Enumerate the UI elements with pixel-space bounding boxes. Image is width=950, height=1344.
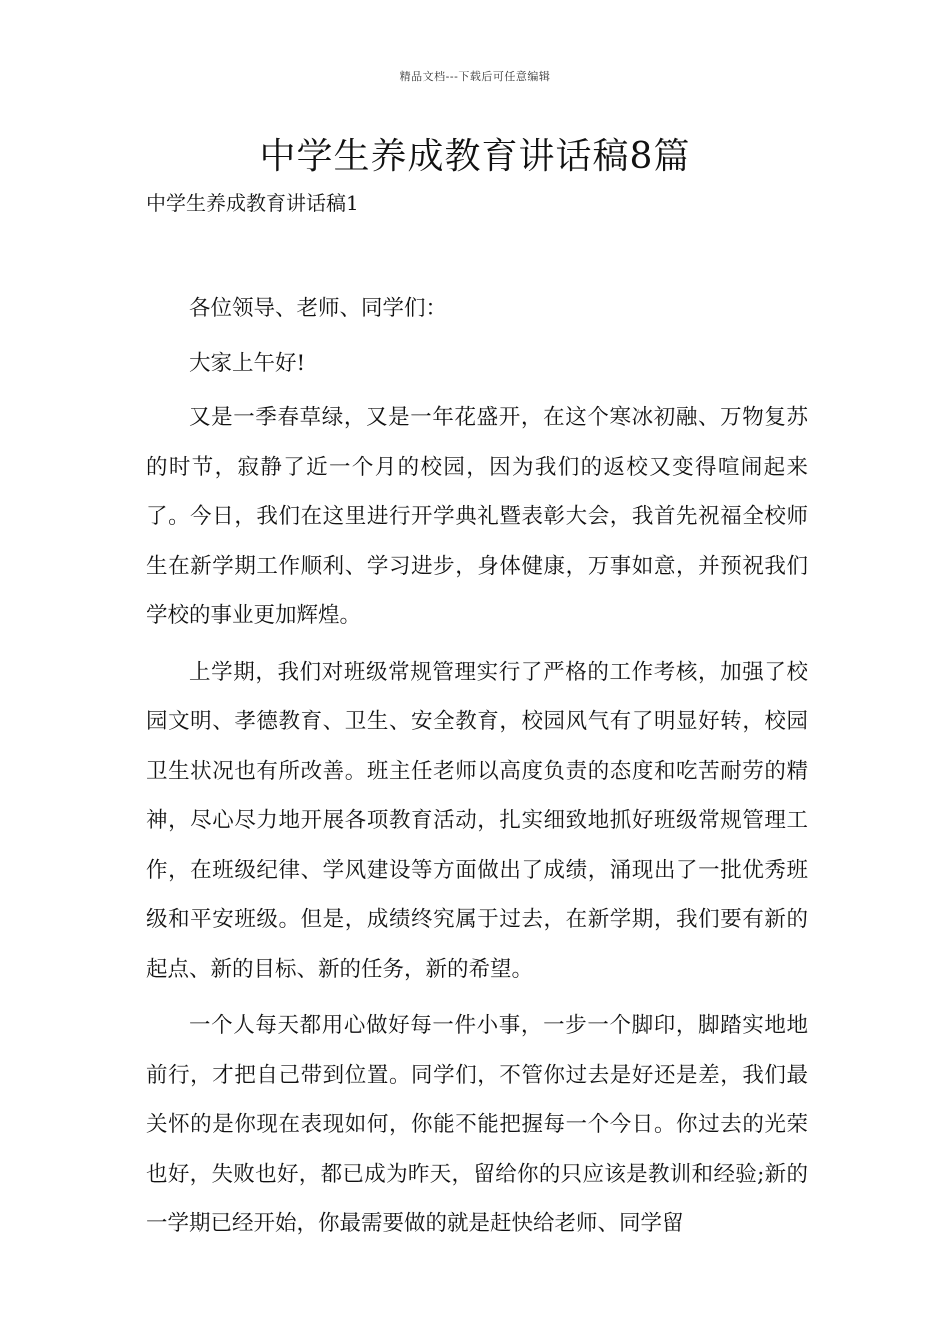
body-paragraph: 又是一季春草绿，又是一年花盛开，在这个寒冰初融、万物复苏的时节，寂静了近一个月的校园，因为我们的返校又变得喧闹起来了。今日，我们在这里进行开学典礼暨表彰大会，我首先祝福全校师生在新学期工作顺利、学习进步，身体健康，万事如意，并预祝我们学校的事业更加辉煌。	[146, 405, 808, 628]
body-paragraph: 上学期，我们对班级常规管理实行了严格的工作考核，加强了校园文明、孝德教育、卫生、安全教育，校园风气有了明显好转，校园卫生状况也有所改善。班主任老师以高度负责的态度和吃苦耐劳的精神，尽心尽力地开展各项教育活动，扎实细致地抓好班级常规管理工作，在班级纪律、学风建设等方面做出了成绩，涌现出了一批优秀班级和平安班级。但是，成绩终究属于过去，在新学期，我们要有新的起点、新的目标、新的任务，新的希望。	[146, 659, 808, 982]
body-paragraph: 一个人每天都用心做好每一件小事，一步一个脚印，脚踏实地地前行，才把自己带到位置。同学们，不管你过去是好还是差，我们最关怀的是你现在表现如何，你能不能把握每一个今日。你过去的光荣也好，失败也好，都已成为昨天，留给你的只应该是教训和经验;新的一学期已经开始，你最需要做的就是赶快给老师、同学留	[146, 1013, 808, 1236]
header-note: 精品文档---下载后可任意编辑	[399, 70, 551, 83]
section-subtitle: 中学生养成教育讲话稿1	[146, 191, 359, 215]
greeting-paragraph: 大家上午好!	[189, 350, 306, 376]
document-body	[146, 284, 808, 1256]
salutation-paragraph: 各位领导、老师、同学们：	[189, 296, 448, 321]
document-title: 中学生养成教育讲话稿8篇	[259, 136, 691, 177]
